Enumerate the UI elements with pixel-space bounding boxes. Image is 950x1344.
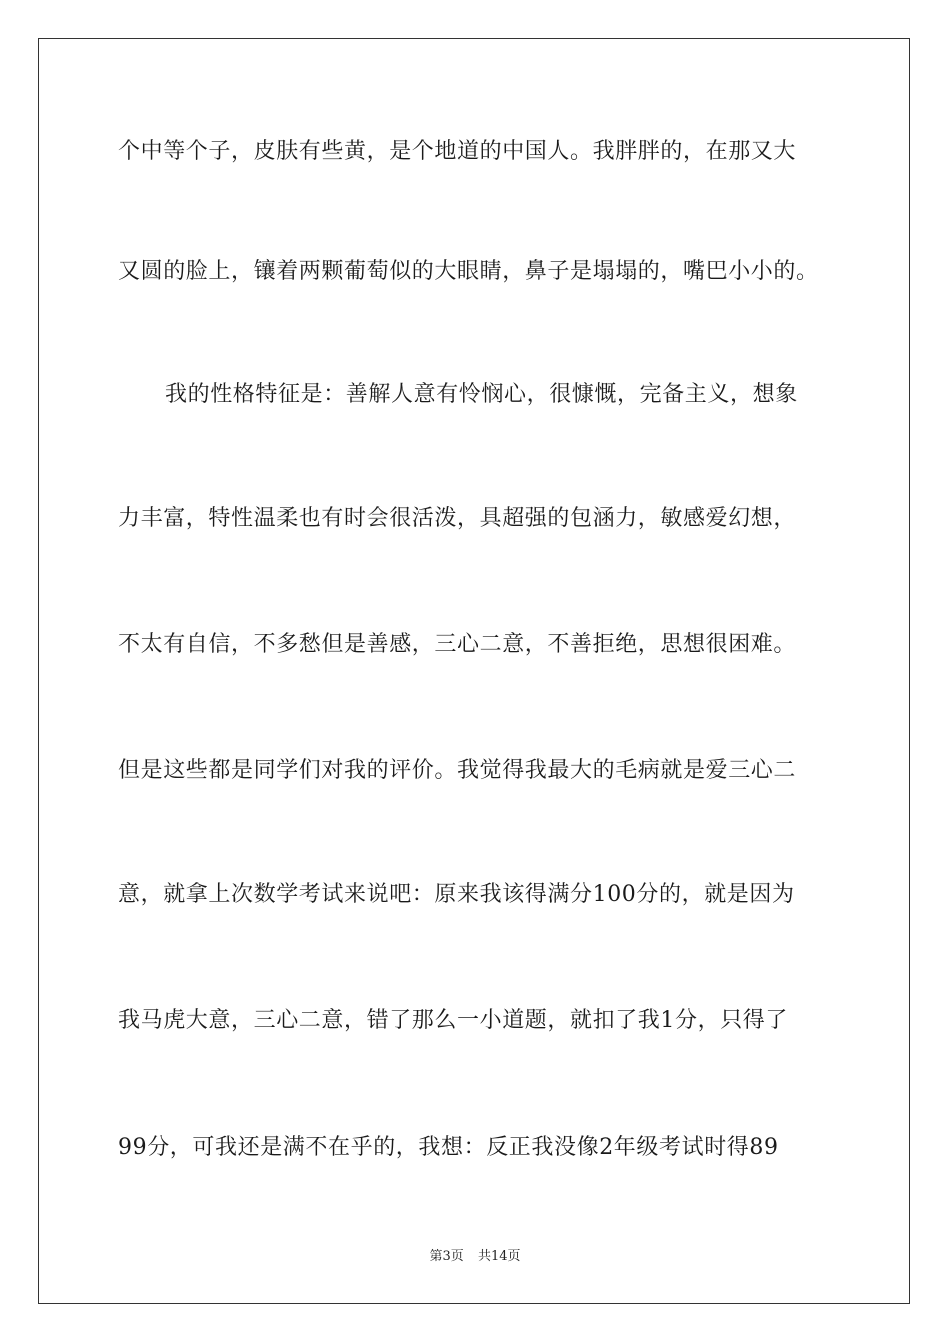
text-line-7: 意，就拿上次数学考试来说吧：原来我该得满分100分的，就是因为 [118,882,795,907]
text-line-4: 力丰富，特性温柔也有时会很活泼，具超强的包涵力，敏感爱幻想， [118,506,797,531]
page-border [38,38,910,1304]
text-line-2: 又圆的脸上，镶着两颗葡萄似的大眼睛，鼻子是塌塌的，嘴巴小小的。 [118,259,819,284]
text-line-8: 我马虎大意，三心二意，错了那么一小道题，就扣了我1分，只得了 [118,1008,788,1033]
text-line-5: 不太有自信，不多愁但是善感，三心二意，不善拒绝，思想很困难。 [118,632,797,657]
page-footer [0,1248,950,1266]
text-line-1: 个中等个子，皮肤有些黄，是个地道的中国人。我胖胖的，在那又大 [118,139,797,164]
page-total: 共14页 [477,1249,521,1264]
text-line-3-paragraph-start: 我的性格特征是：善解人意有怜悯心，很慷慨，完备主义，想象 [165,382,798,407]
page-number: 第3页 [429,1249,464,1264]
text-line-6: 但是这些都是同学们对我的评价。我觉得我最大的毛病就是爱三心二 [118,758,797,783]
text-line-9: 99分，可我还是满不在乎的，我想：反正我没像2年级考试时得89 [118,1135,779,1160]
